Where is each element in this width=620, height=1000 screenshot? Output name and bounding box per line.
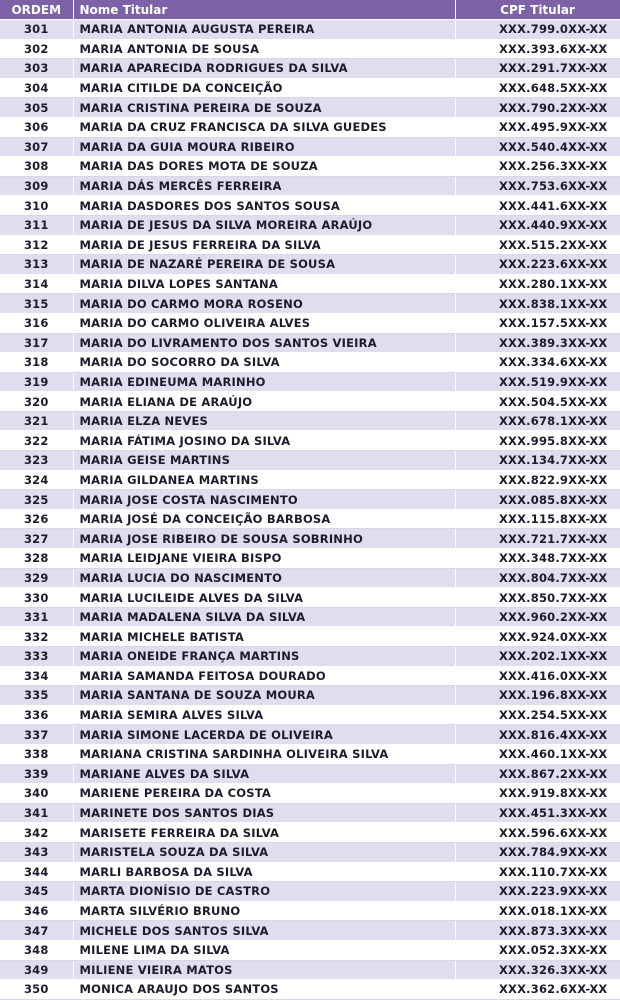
row-cpf-titular: XXX.515.2XX-XX [455,235,620,255]
row-nome-titular: MARIA DE JESUS FERREIRA DA SILVA [73,235,455,255]
row-ordem: 330 [0,588,73,608]
table-row [0,607,620,627]
row-nome-titular: MARINETE DOS SANTOS DIAS [73,803,455,823]
row-nome-titular: MARIA ANTONIA DE SOUSA [73,39,455,59]
row-ordem: 328 [0,549,73,569]
row-nome-titular: MARIA EDINEUMA MARINHO [73,372,455,392]
row-ordem: 307 [0,137,73,157]
row-ordem: 324 [0,470,73,490]
row-cpf-titular: XXX.110.7XX-XX [455,862,620,882]
table-row [0,353,620,373]
row-cpf-titular: XXX.018.1XX-XX [455,901,620,921]
row-cpf-titular: XXX.115.8XX-XX [455,509,620,529]
table-row [0,255,620,275]
row-ordem: 325 [0,490,73,510]
table-row [0,39,620,59]
row-nome-titular: MARIANA CRISTINA SARDINHA OLIVEIRA SILVA [73,744,455,764]
row-cpf-titular: XXX.460.1XX-XX [455,744,620,764]
row-cpf-titular: XXX.157.5XX-XX [455,313,620,333]
row-ordem: 348 [0,940,73,960]
row-ordem: 309 [0,176,73,196]
row-ordem: 315 [0,294,73,314]
table-row [0,882,620,902]
row-ordem: 317 [0,333,73,353]
header-row [0,0,620,20]
row-ordem: 303 [0,59,73,79]
row-cpf-titular: XXX.223.6XX-XX [455,255,620,275]
row-cpf-titular: XXX.441.6XX-XX [455,196,620,216]
table-row [0,235,620,255]
table-body [0,20,620,1000]
row-nome-titular: MARIA DA GUIA MOURA RIBEIRO [73,137,455,157]
row-cpf-titular: XXX.326.3XX-XX [455,960,620,980]
row-ordem: 318 [0,353,73,373]
table-row [0,78,620,98]
row-cpf-titular: XXX.280.1XX-XX [455,274,620,294]
row-nome-titular: MARIA CRISTINA PEREIRA DE SOUZA [73,98,455,118]
table-row [0,588,620,608]
table-row [0,940,620,960]
row-nome-titular: MARIA JOSE RIBEIRO DE SOUSA SOBRINHO [73,529,455,549]
row-nome-titular: MARTA SILVÉRIO BRUNO [73,901,455,921]
row-cpf-titular: XXX.648.5XX-XX [455,78,620,98]
table-row [0,490,620,510]
row-cpf-titular: XXX.134.7XX-XX [455,451,620,471]
row-ordem: 322 [0,431,73,451]
table-row [0,647,620,667]
row-cpf-titular: XXX.519.9XX-XX [455,372,620,392]
table-row [0,313,620,333]
row-cpf-titular: XXX.348.7XX-XX [455,549,620,569]
row-nome-titular: MARIANE ALVES DA SILVA [73,764,455,784]
row-cpf-titular: XXX.085.8XX-XX [455,490,620,510]
column-header-cpf-titular: CPF Titular [455,0,620,20]
table-row [0,294,620,314]
table-row [0,117,620,137]
row-cpf-titular: XXX.790.2XX-XX [455,98,620,118]
row-ordem: 320 [0,392,73,412]
row-cpf-titular: XXX.924.0XX-XX [455,627,620,647]
row-cpf-titular: XXX.052.3XX-XX [455,940,620,960]
row-ordem: 304 [0,78,73,98]
row-nome-titular: MILIENE VIEIRA MATOS [73,960,455,980]
row-ordem: 316 [0,313,73,333]
row-ordem: 305 [0,98,73,118]
row-ordem: 345 [0,882,73,902]
row-ordem: 326 [0,509,73,529]
row-ordem: 344 [0,862,73,882]
row-ordem: 308 [0,157,73,177]
row-ordem: 337 [0,725,73,745]
table-row [0,372,620,392]
table-row [0,823,620,843]
table-row [0,137,620,157]
row-ordem: 347 [0,921,73,941]
row-cpf-titular: XXX.256.3XX-XX [455,157,620,177]
row-ordem: 332 [0,627,73,647]
row-cpf-titular: XXX.416.0XX-XX [455,666,620,686]
row-cpf-titular: XXX.202.1XX-XX [455,647,620,667]
row-nome-titular: MARIA FÁTIMA JOSINO DA SILVA [73,431,455,451]
table-row [0,59,620,79]
row-ordem: 341 [0,803,73,823]
table-row [0,98,620,118]
table-row [0,686,620,706]
row-cpf-titular: XXX.291.7XX-XX [455,59,620,79]
row-cpf-titular: XXX.393.6XX-XX [455,39,620,59]
table-header [0,0,620,20]
table-row [0,274,620,294]
table-row [0,764,620,784]
row-nome-titular: MARIA DO SOCORRO DA SILVA [73,353,455,373]
table-row [0,842,620,862]
table-row [0,862,620,882]
table-row [0,333,620,353]
row-ordem: 313 [0,255,73,275]
row-nome-titular: MONICA ARAUJO DOS SANTOS [73,980,455,1000]
table-row [0,157,620,177]
row-cpf-titular: XXX.838.1XX-XX [455,294,620,314]
table-row [0,509,620,529]
row-nome-titular: MARIA CITILDE DA CONCEIÇÃO [73,78,455,98]
row-nome-titular: MARISETE FERREIRA DA SILVA [73,823,455,843]
table-row [0,784,620,804]
table-row [0,451,620,471]
column-header-nome-titular: Nome Titular [73,0,455,20]
table-row [0,627,620,647]
row-nome-titular: MARIA SEMIRA ALVES SILVA [73,705,455,725]
row-ordem: 333 [0,647,73,667]
row-cpf-titular: XXX.850.7XX-XX [455,588,620,608]
row-nome-titular: MARIA DASDORES DOS SANTOS SOUSA [73,196,455,216]
table-row [0,176,620,196]
table-row [0,705,620,725]
row-cpf-titular: XXX.919.8XX-XX [455,784,620,804]
row-nome-titular: MARIA GILDANEA MARTINS [73,470,455,490]
row-nome-titular: MARIA MADALENA SILVA DA SILVA [73,607,455,627]
row-ordem: 319 [0,372,73,392]
row-cpf-titular: XXX.721.7XX-XX [455,529,620,549]
row-nome-titular: MARIA GEISE MARTINS [73,451,455,471]
row-nome-titular: MARIA APARECIDA RODRIGUES DA SILVA [73,59,455,79]
row-nome-titular: MARIA LUCILEIDE ALVES DA SILVA [73,588,455,608]
row-cpf-titular: XXX.254.5XX-XX [455,705,620,725]
table-row [0,470,620,490]
row-ordem: 336 [0,705,73,725]
row-ordem: 323 [0,451,73,471]
row-cpf-titular: XXX.223.9XX-XX [455,882,620,902]
table-row [0,529,620,549]
row-nome-titular: MARIA ONEIDE FRANÇA MARTINS [73,647,455,667]
row-ordem: 335 [0,686,73,706]
row-ordem: 342 [0,823,73,843]
row-nome-titular: MARIA SAMANDA FEITOSA DOURADO [73,666,455,686]
row-cpf-titular: XXX.362.6XX-XX [455,980,620,1000]
row-cpf-titular: XXX.678.1XX-XX [455,411,620,431]
row-nome-titular: MARLI BARBOSA DA SILVA [73,862,455,882]
table-row [0,980,620,1000]
table-row [0,20,620,40]
row-nome-titular: MARIA ELZA NEVES [73,411,455,431]
table-row [0,411,620,431]
row-cpf-titular: XXX.540.4XX-XX [455,137,620,157]
row-ordem: 338 [0,744,73,764]
table-row [0,666,620,686]
row-nome-titular: MARIA ELIANA DE ARAÚJO [73,392,455,412]
row-nome-titular: MARISTELA SOUZA DA SILVA [73,842,455,862]
table-row [0,744,620,764]
row-cpf-titular: XXX.867.2XX-XX [455,764,620,784]
table-row [0,901,620,921]
table-row [0,196,620,216]
row-nome-titular: MARIA DO LIVRAMENTO DOS SANTOS VIEIRA [73,333,455,353]
row-cpf-titular: XXX.196.8XX-XX [455,686,620,706]
row-nome-titular: MARIENE PEREIRA DA COSTA [73,784,455,804]
row-ordem: 346 [0,901,73,921]
row-ordem: 311 [0,215,73,235]
row-ordem: 340 [0,784,73,804]
row-nome-titular: MARIA ANTONIA AUGUSTA PEREIRA [73,20,455,40]
row-nome-titular: MARIA JOSÉ DA CONCEIÇÃO BARBOSA [73,509,455,529]
table-row [0,392,620,412]
row-ordem: 349 [0,960,73,980]
row-cpf-titular: XXX.816.4XX-XX [455,725,620,745]
row-cpf-titular: XXX.799.0XX-XX [455,20,620,40]
row-cpf-titular: XXX.334.6XX-XX [455,353,620,373]
row-nome-titular: MARIA SIMONE LACERDA DE OLIVEIRA [73,725,455,745]
row-cpf-titular: XXX.495.9XX-XX [455,117,620,137]
row-ordem: 301 [0,20,73,40]
table-row [0,960,620,980]
row-cpf-titular: XXX.995.8XX-XX [455,431,620,451]
row-nome-titular: MARIA DA CRUZ FRANCISCA DA SILVA GUEDES [73,117,455,137]
row-nome-titular: MARIA DAS DORES MOTA DE SOUZA [73,157,455,177]
row-nome-titular: MARIA LEIDJANE VIEIRA BISPO [73,549,455,569]
row-ordem: 331 [0,607,73,627]
row-ordem: 327 [0,529,73,549]
row-nome-titular: MARIA DE JESUS DA SILVA MOREIRA ARAÚJO [73,215,455,235]
row-cpf-titular: XXX.389.3XX-XX [455,333,620,353]
row-cpf-titular: XXX.960.2XX-XX [455,607,620,627]
row-nome-titular: MARIA SANTANA DE SOUZA MOURA [73,686,455,706]
row-ordem: 306 [0,117,73,137]
table-row [0,431,620,451]
table-row [0,921,620,941]
row-ordem: 343 [0,842,73,862]
row-cpf-titular: XXX.753.6XX-XX [455,176,620,196]
row-nome-titular: MARTA DIONÍSIO DE CASTRO [73,882,455,902]
row-ordem: 329 [0,568,73,588]
table-row [0,215,620,235]
table-row [0,803,620,823]
row-nome-titular: MICHELE DOS SANTOS SILVA [73,921,455,941]
row-nome-titular: MILENE LIMA DA SILVA [73,940,455,960]
row-nome-titular: MARIA JOSE COSTA NASCIMENTO [73,490,455,510]
row-ordem: 321 [0,411,73,431]
row-nome-titular: MARIA DE NAZARÉ PEREIRA DE SOUSA [73,255,455,275]
row-nome-titular: MARIA DO CARMO OLIVEIRA ALVES [73,313,455,333]
row-ordem: 314 [0,274,73,294]
row-cpf-titular: XXX.822.9XX-XX [455,470,620,490]
row-ordem: 350 [0,980,73,1000]
row-cpf-titular: XXX.440.9XX-XX [455,215,620,235]
row-cpf-titular: XXX.596.6XX-XX [455,823,620,843]
row-cpf-titular: XXX.804.7XX-XX [455,568,620,588]
row-cpf-titular: XXX.504.5XX-XX [455,392,620,412]
row-cpf-titular: XXX.451.3XX-XX [455,803,620,823]
row-ordem: 339 [0,764,73,784]
column-header-ordem: ORDEM [0,0,73,20]
row-nome-titular: MARIA MICHELE BATISTA [73,627,455,647]
table-row [0,568,620,588]
table-row [0,549,620,569]
row-ordem: 334 [0,666,73,686]
row-ordem: 310 [0,196,73,216]
row-ordem: 302 [0,39,73,59]
row-nome-titular: MARIA DILVA LOPES SANTANA [73,274,455,294]
row-ordem: 312 [0,235,73,255]
row-cpf-titular: XXX.873.3XX-XX [455,921,620,941]
row-cpf-titular: XXX.784.9XX-XX [455,842,620,862]
row-nome-titular: MARIA LUCIA DO NASCIMENTO [73,568,455,588]
row-nome-titular: MARIA DÁS MERCÊS FERREIRA [73,176,455,196]
table-row [0,725,620,745]
row-nome-titular: MARIA DO CARMO MORA ROSENO [73,294,455,314]
